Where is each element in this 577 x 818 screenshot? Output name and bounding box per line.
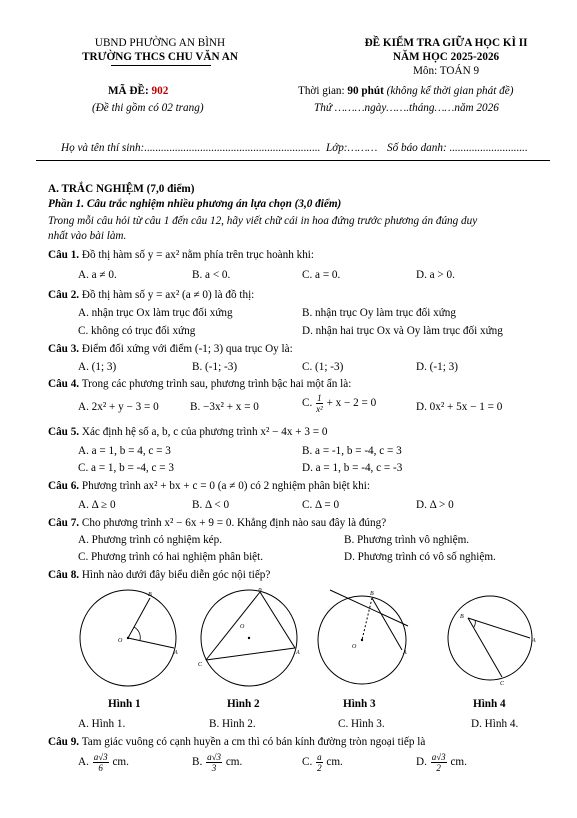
q5-option-a: A. a = 1, b = 4, c = 3 — [78, 445, 171, 457]
q1-option-b: B. a < 0. — [192, 269, 231, 281]
question-5 — [48, 425, 327, 439]
header-authority: UBND PHƯỜNG AN BÌNH — [94, 37, 226, 49]
fig2-label-o: O — [240, 624, 245, 630]
fig1-label-b: B — [148, 592, 152, 598]
q3-text: Điểm đối xứng với điểm (-1; 3) qua trục Oy là: — [81, 343, 293, 355]
q8-option-a: A. Hình 1. — [78, 718, 126, 730]
q9-a-numerator: a√3 — [93, 752, 108, 762]
q7-text: Cho phương trình x² − 6x + 9 = 0. Khẳng định nào sau đây là đúng? — [81, 517, 387, 529]
instruction-line2: nhất vào bài làm. — [48, 230, 127, 242]
q1-option-a: A. a ≠ 0. — [78, 269, 117, 281]
student-class-field: Lớp:……… — [326, 142, 378, 154]
exam-code-label: MÃ ĐỀ: — [108, 85, 149, 97]
q9-c-suffix: cm. — [326, 756, 343, 769]
q9-d-denominator: 2 — [436, 763, 441, 773]
q9-option-c — [302, 752, 343, 773]
fig4-label-c: C — [500, 681, 505, 687]
question-4 — [48, 377, 351, 391]
q4-c-numerator: 1 — [317, 393, 322, 403]
fig-caption-1: Hình 1 — [108, 698, 141, 710]
q9-option-a — [78, 752, 129, 773]
header-subject — [316, 64, 576, 78]
fig3-label-a: A — [403, 650, 407, 656]
q9-text: Tam giác vuông có cạnh huyền a cm thì có bán kính đường tròn ngoại tiếp là — [81, 736, 426, 748]
q6-option-c: C. Δ = 0 — [302, 499, 340, 511]
fig4-angle-arc — [474, 620, 475, 627]
question-6 — [48, 479, 370, 493]
q4-label: Câu 4. — [48, 378, 80, 390]
q2-label: Câu 2. — [48, 289, 80, 301]
figure-1 — [70, 588, 180, 688]
q9-b-denominator: 3 — [211, 763, 217, 773]
q6-label: Câu 6. — [48, 480, 80, 492]
question-3 — [48, 342, 293, 356]
q9-c-fraction — [316, 752, 323, 773]
q9-d-prefix: D. — [416, 756, 427, 769]
fig2-chord-bc — [206, 592, 260, 660]
q4-option-d: D. 0x² + 5x − 1 = 0 — [416, 401, 503, 413]
q5-option-b: B. a = -1, b = -4, c = 3 — [302, 445, 402, 457]
q2-option-a: A. nhận trục Ox làm trục đối xứng — [78, 307, 233, 319]
fig1-label-a: A — [174, 650, 178, 656]
fig3-tangent — [330, 590, 408, 626]
q3-option-b: B. (-1; -3) — [192, 361, 238, 373]
q9-a-prefix: A. — [78, 756, 89, 769]
q6-option-b: B. Δ < 0 — [192, 499, 230, 511]
q8-option-d: D. Hình 4. — [471, 718, 519, 730]
q6-option-a: A. Δ ≥ 0 — [78, 499, 116, 511]
fig3-radius-dashed — [362, 598, 372, 640]
q2-option-b: B. nhận trục Oy làm trục đối xứng — [302, 307, 456, 319]
q4-option-a: A. 2x² + y − 3 = 0 — [78, 401, 159, 413]
q9-b-suffix: cm. — [225, 756, 243, 769]
time-note: (không kể thời gian phát đề) — [386, 85, 514, 97]
q1-label: Câu 1. — [48, 249, 80, 261]
q8-label: Câu 8. — [48, 569, 80, 581]
header-exam-title: ĐỀ KIỂM TRA GIỮA HỌC KÌ II — [364, 37, 528, 49]
q3-option-c: C. (1; -3) — [302, 361, 344, 373]
date-line: Thứ ………ngày…….tháng……năm 2026 — [314, 102, 499, 114]
q9-a-fraction — [93, 752, 109, 773]
question-8 — [48, 568, 270, 582]
exam-code-value: 902 — [151, 85, 169, 97]
header-school-year: NĂM HỌC 2025-2026 — [392, 51, 500, 63]
q8-text: Hình nào dưới đây biểu diễn góc nội tiếp? — [81, 569, 271, 581]
q9-d-suffix: cm. — [450, 756, 467, 769]
exam-code — [108, 84, 168, 98]
fig-caption-2: Hình 2 — [227, 698, 260, 710]
fig-caption-3: Hình 3 — [343, 698, 376, 710]
subject-text: Môn: TOÁN 9 — [412, 65, 480, 77]
student-name-field: Họ và tên thí sinh:............................................................... — [61, 142, 321, 154]
fig3-label-o: O — [352, 644, 357, 650]
q7-option-b: B. Phương trình vô nghiệm. — [344, 534, 470, 546]
figure-2 — [194, 588, 304, 688]
question-9 — [48, 735, 425, 749]
fig4-label-b: B — [460, 614, 464, 620]
q9-d-numerator: a√3 — [431, 752, 446, 762]
q2-option-d: D. nhận hai trục Ox và Oy làm trục đối xứng — [302, 325, 503, 337]
q4-c-fraction — [316, 393, 323, 414]
q1-option-d: D. a > 0. — [416, 269, 455, 281]
q4-c-suffix: + x − 2 = 0 — [326, 397, 377, 410]
q6-text: Phương trình ax² + bx + c = 0 (a ≠ 0) có 2 nghiệm phân biệt khi: — [81, 480, 370, 492]
student-sbd-field: Số báo danh: ............................ — [387, 142, 528, 154]
q1-option-c: C. a = 0. — [302, 269, 341, 281]
q3-option-a: A. (1; 3) — [78, 361, 117, 373]
q5-label: Câu 5. — [48, 426, 80, 438]
fig3-label-b: B — [370, 591, 374, 597]
q8-option-c: C. Hình 3. — [338, 718, 385, 730]
fig4-label-a: A — [532, 638, 536, 644]
q9-c-prefix: C. — [302, 756, 313, 769]
q3-option-d: D. (-1; 3) — [416, 361, 458, 373]
q6-option-d: D. Δ > 0 — [416, 499, 454, 511]
q9-c-numerator: a — [317, 752, 322, 762]
q4-c-prefix: C. — [302, 397, 313, 410]
time-label: Thời gian: — [298, 85, 345, 97]
time-value: 90 phút — [347, 85, 384, 97]
header-divider — [36, 160, 550, 161]
q8-option-b: B. Hình 2. — [209, 718, 256, 730]
q4-option-c — [302, 393, 376, 414]
fig2-chord-ca — [206, 648, 295, 660]
q4-option-b: B. −3x² + x = 0 — [190, 401, 259, 413]
section-a-title: A. TRẮC NGHIỆM (7,0 điểm) — [48, 183, 195, 195]
q9-b-numerator: a√3 — [207, 752, 222, 762]
q5-option-d: D. a = 1, b = -4, c = -3 — [302, 462, 403, 474]
q9-label: Câu 9. — [48, 736, 80, 748]
fig1-center-dot — [127, 637, 129, 639]
q3-label: Câu 3. — [48, 343, 80, 355]
fig1-label-o: O — [118, 638, 123, 644]
fig2-center-dot — [248, 637, 250, 639]
q9-a-denominator: 6 — [98, 763, 103, 773]
q2-option-c: C. không có trục đối xứng — [78, 325, 196, 337]
q1-text: Đồ thị hàm số y = ax² nằm phía trên trục hoành khi: — [81, 249, 315, 261]
q7-option-a: A. Phương trình có nghiệm kép. — [78, 534, 223, 546]
header-underline-left — [111, 65, 211, 66]
q9-c-denominator: 2 — [317, 763, 322, 773]
q7-option-c: C. Phương trình có hai nghiệm phân biệt. — [78, 551, 264, 563]
fig3-center-dot — [361, 639, 363, 641]
question-2 — [48, 288, 254, 302]
fig4-circle — [448, 596, 532, 680]
fig3-chord-ba — [372, 598, 402, 650]
fig-caption-4: Hình 4 — [473, 698, 506, 710]
figure-3 — [310, 588, 420, 688]
fig2-label-b: B — [258, 588, 262, 593]
q9-option-d — [416, 752, 467, 773]
fig2-label-a: A — [296, 650, 300, 656]
q9-a-suffix: cm. — [112, 756, 129, 769]
fig1-radius-oa — [128, 638, 174, 648]
q2-text: Đồ thị hàm số y = ax² (a ≠ 0) là đồ thị: — [81, 289, 255, 301]
q7-option-d: D. Phương trình có vô số nghiệm. — [344, 551, 496, 563]
fig1-angle-arc — [134, 627, 140, 640]
q5-text: Xác định hệ số a, b, c của phương trình x² − 4x + 3 = 0 — [81, 426, 328, 438]
q7-label: Câu 7. — [48, 517, 80, 529]
pages-note: (Đề thi gồm có 02 trang) — [92, 102, 204, 114]
q9-b-fraction — [206, 752, 222, 773]
q4-c-denominator: x² — [316, 404, 323, 414]
q5-option-c: C. a = 1, b = -4, c = 3 — [78, 462, 174, 474]
q9-d-fraction — [431, 752, 447, 773]
figure-4 — [440, 588, 550, 688]
instruction-line1: Trong mỗi câu hỏi từ câu 1 đến câu 12, hãy viết chữ cái in hoa đứng trước phương án đúng duy — [48, 215, 478, 227]
time-line — [298, 84, 513, 98]
part1-title: Phần 1. Câu trắc nghiệm nhiều phương án lựa chọn (3,0 điểm) — [48, 198, 342, 210]
question-1 — [48, 248, 314, 262]
fig2-label-c: C — [198, 662, 203, 668]
q9-option-b — [192, 752, 242, 773]
q4-text: Trong các phương trình sau, phương trình bậc hai một ẩn là: — [81, 378, 352, 390]
q9-b-prefix: B. — [192, 756, 203, 769]
question-7 — [48, 516, 386, 530]
header-school: TRƯỜNG THCS CHU VĂN AN — [82, 51, 238, 63]
fig2-chord-ba — [260, 592, 295, 648]
